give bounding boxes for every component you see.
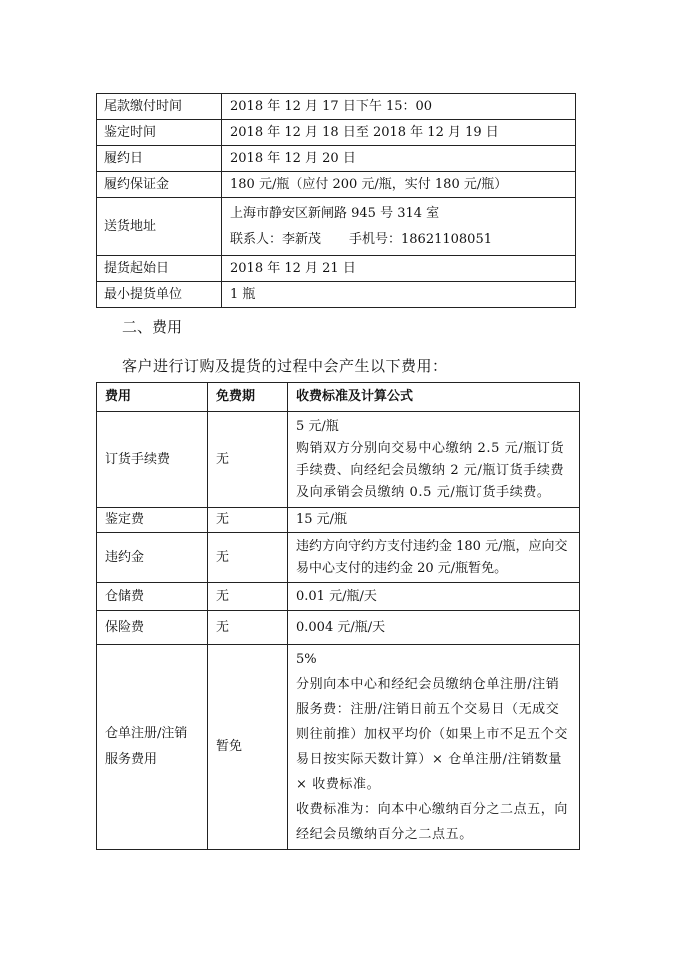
fee-name: 仓单注册/注销服务费用	[97, 645, 208, 850]
header-fee: 费用	[97, 383, 208, 412]
row-value: 2018 年 12 月 17 日下午 15：00	[222, 94, 576, 120]
fee-standard-line: 5%	[296, 652, 317, 667]
fee-free-period: 无	[208, 412, 288, 508]
table-row	[97, 282, 576, 308]
fee-free-period: 无	[208, 533, 288, 583]
fee-standard-line: 5 元/瓶	[296, 418, 339, 434]
row-value: 2018 年 12 月 21 日	[222, 256, 576, 282]
fee-name: 仓储费	[97, 583, 208, 611]
fee-name: 鉴定费	[97, 508, 208, 533]
address-text: 上海市静安区新闸路 945 号 314 室	[230, 205, 440, 221]
section-heading: 二、费用	[122, 318, 183, 336]
fee-standard	[288, 583, 580, 611]
contact-person: 联系人：李新茂	[230, 231, 322, 247]
delivery-info-table	[96, 93, 576, 308]
fee-free-period: 无	[208, 583, 288, 611]
contact-phone: 手机号：18621108051	[349, 231, 492, 247]
table-row	[97, 533, 580, 583]
row-label: 履约保证金	[97, 172, 222, 198]
row-label: 履约日	[97, 146, 222, 172]
table-row	[97, 611, 580, 645]
table-row	[97, 256, 576, 282]
table-row	[97, 583, 580, 611]
fee-standard	[288, 508, 580, 533]
table-row	[97, 94, 576, 120]
row-value: 180 元/瓶（应付 200 元/瓶，实付 180 元/瓶）	[222, 172, 576, 198]
delivery-address-cell	[222, 198, 576, 256]
table-row	[97, 120, 576, 146]
fee-standard-line: 0.01 元/瓶/天	[296, 588, 377, 604]
fee-standard-line: 违约方向守约方支付违约金 180 元/瓶，应向交易中心支付的违约金 20 元/瓶暂免。	[296, 538, 568, 576]
fee-table	[96, 382, 580, 850]
intro-paragraph: 客户进行订购及提货的过程中会产生以下费用：	[122, 357, 448, 375]
fee-name: 订货手续费	[97, 412, 208, 508]
fee-free-period: 暂免	[208, 645, 288, 850]
fee-standard-line: 0.004 元/瓶/天	[296, 619, 386, 635]
fee-free-period: 无	[208, 611, 288, 645]
row-value: 1 瓶	[222, 282, 576, 308]
row-label: 送货地址	[97, 198, 222, 256]
fee-standard	[288, 611, 580, 645]
table-row	[97, 508, 580, 533]
fee-standard-line: 购销双方分别向交易中心缴纳 2.5 元/瓶订货手续费、向经纪会员缴纳 2 元/瓶订货手续费及向承销会员缴纳 0.5 元/瓶订货手续费。	[296, 440, 565, 500]
table-row	[97, 198, 576, 256]
fee-name: 保险费	[97, 611, 208, 645]
row-label: 鉴定时间	[97, 120, 222, 146]
fee-standard-line: 收费标准为：向本中心缴纳百分之二点五，向经纪会员缴纳百分之二点五。	[296, 802, 569, 842]
header-standard: 收费标准及计算公式	[288, 383, 580, 412]
table-row	[97, 645, 580, 850]
row-value: 2018 年 12 月 20 日	[222, 146, 576, 172]
fee-standard	[288, 645, 580, 850]
table-row	[97, 146, 576, 172]
row-label: 提货起始日	[97, 256, 222, 282]
contact-line	[230, 230, 567, 250]
fee-standard	[288, 533, 580, 583]
row-label: 尾款缴付时间	[97, 94, 222, 120]
fee-free-period: 无	[208, 508, 288, 533]
table-header-row	[97, 383, 580, 412]
fee-standard-line: 15 元/瓶	[296, 512, 348, 527]
fee-standard-line: 分别向本中心和经纪会员缴纳仓单注册/注销服务费：注册/注销日前五个交易日（无成交则往前推）加权平均价（如果上市不足五个交易日按实际天数计算）× 仓单注册/注销数量 × 收费标准。	[296, 677, 569, 792]
fee-standard	[288, 412, 580, 508]
header-free-period: 免费期	[208, 383, 288, 412]
row-label: 最小提货单位	[97, 282, 222, 308]
row-value: 2018 年 12 月 18 日至 2018 年 12 月 19 日	[222, 120, 576, 146]
fee-name: 违约金	[97, 533, 208, 583]
table-row	[97, 412, 580, 508]
table-row	[97, 172, 576, 198]
